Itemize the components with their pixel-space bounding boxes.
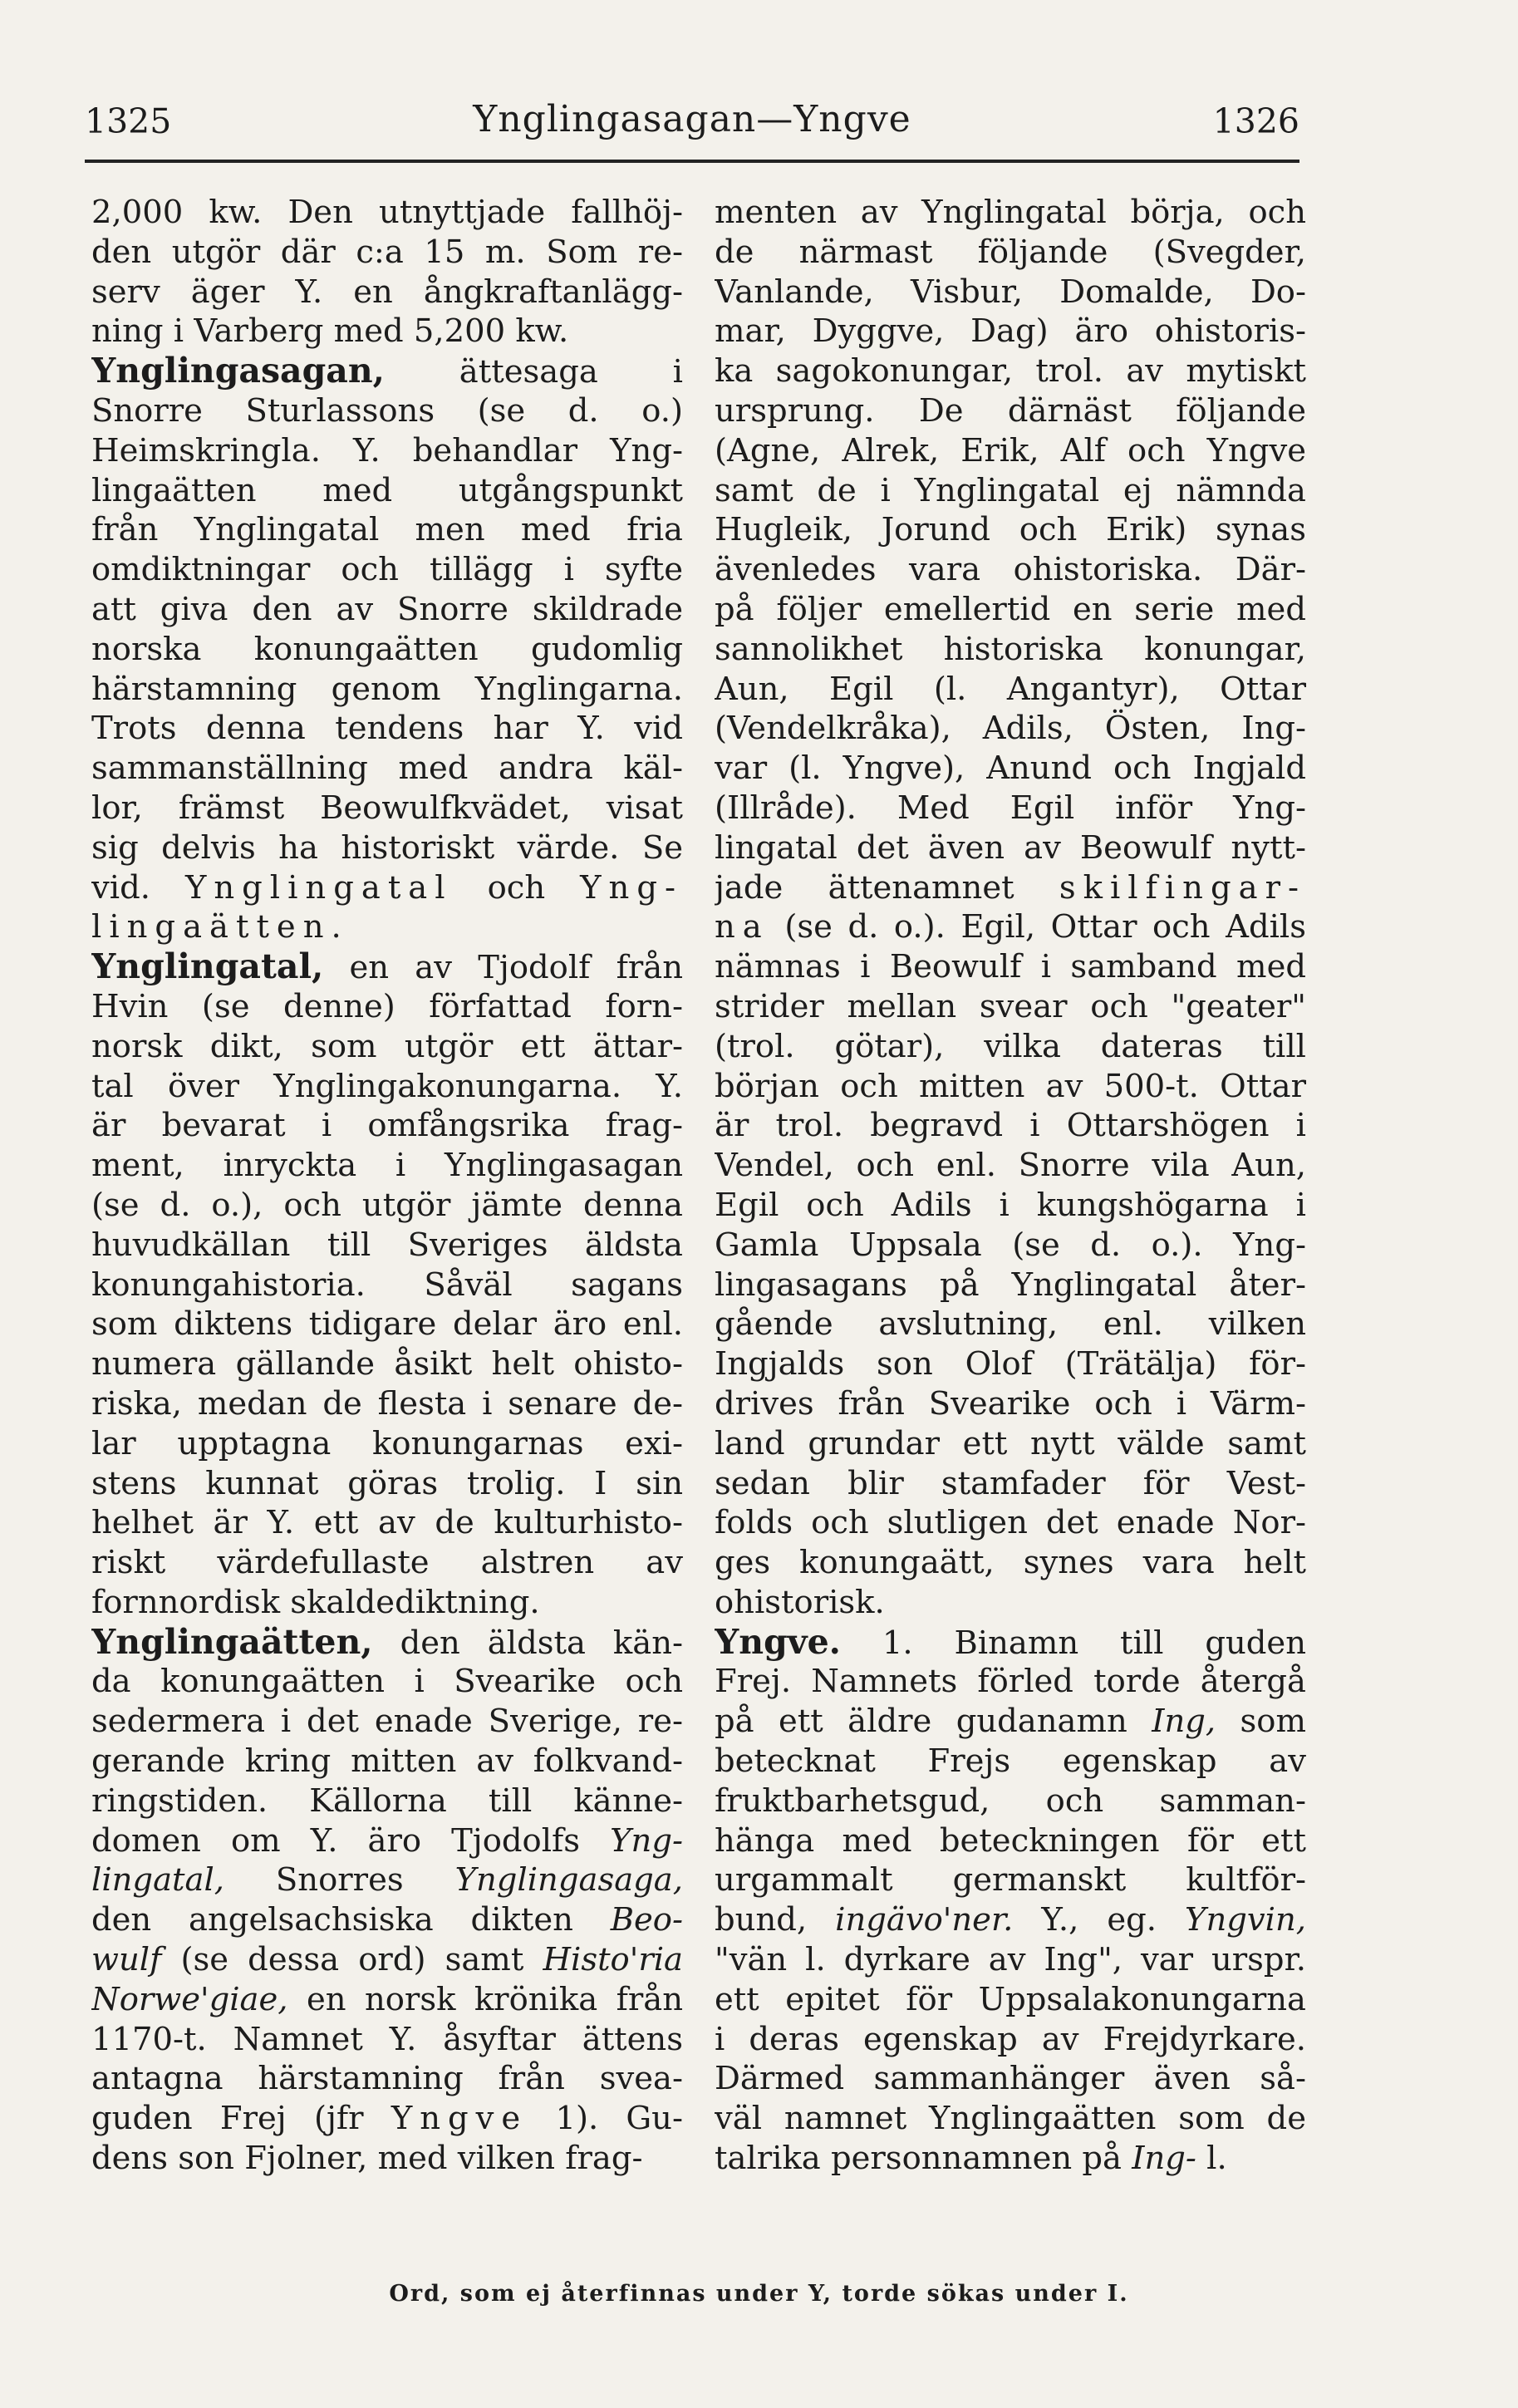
text-line: (Illråde). Med Egil inför Yng-: [715, 789, 1306, 827]
text-line: gående avslutning, enl. vilken: [715, 1305, 1306, 1344]
text-line: land grundar ett nytt välde samt: [715, 1424, 1306, 1462]
text-line: Aun, Egil (l. Angantyr), Ottar: [715, 670, 1306, 708]
text-line: wulf (se dessa ord) samt Histo'ria: [91, 1941, 683, 1979]
text-line: ävenledes vara ohistoriska. Där-: [715, 551, 1306, 589]
text-line: folds och slutligen det enade Nor-: [715, 1504, 1306, 1542]
text-line: sammanställning med andra käl-: [91, 749, 683, 788]
text-line: ohistorisk.: [715, 1583, 885, 1621]
text-line: fornnordisk skaldediktning.: [91, 1583, 540, 1621]
text-line: lingasagans på Ynglingatal åter-: [715, 1265, 1306, 1304]
text-line: Frej. Namnets förled torde återgå: [715, 1663, 1306, 1701]
running-head: Ynglingasagan—Yngve: [473, 98, 911, 140]
text-line: samt de i Ynglingatal ej nämnda: [715, 471, 1306, 509]
text-line: serv äger Y. en ångkraftanlägg-: [91, 273, 683, 311]
text-line: den angelsachsiska dikten Beo-: [91, 1901, 683, 1939]
text-line: mar, Dyggve, Dag) äro ohistoris-: [715, 312, 1306, 351]
text-line: Trots denna tendens har Y. vid: [91, 710, 683, 748]
text-line: domen om Y. äro Tjodolfs Yng-: [91, 1821, 683, 1860]
text-line: da konungaätten i Svearike och: [91, 1663, 683, 1701]
text-line: ringstiden. Källorna till känne-: [91, 1781, 683, 1820]
footer-note: Ord, som ej återfinnas under Y, torde sökas under I.: [389, 2281, 1129, 2307]
text-line: dens son Fjolner, med vilken frag-: [91, 2140, 643, 2178]
text-line: (trol. götar), vilka dateras till: [715, 1027, 1306, 1065]
text-line: guden Frej (jfr Yngve 1). Gu-: [91, 2100, 683, 2138]
text-line: (Vendelkråka), Adils, Östen, Ing-: [715, 710, 1306, 748]
text-line: huvudkällan till Sveriges äldsta: [91, 1226, 683, 1264]
text-line: (Agne, Alrek, Erik, Alf och Yngve: [715, 431, 1306, 469]
text-line: ges konungaätt, synes vara helt: [715, 1544, 1306, 1582]
text-line: hänga med beteckningen för ett: [715, 1821, 1306, 1860]
text-line: sig delvis ha historiskt värde. Se: [91, 828, 683, 867]
text-line: på ett äldre gudanamn Ing, som: [715, 1703, 1306, 1741]
text-line: (se d. o.), och utgör jämte denna: [91, 1186, 683, 1224]
text-line: riskt värdefullaste alstren av: [91, 1544, 683, 1582]
text-line: härstamning genom Ynglingarna.: [91, 670, 683, 708]
text-line: lingatal, Snorres Ynglingasaga,: [91, 1861, 683, 1899]
text-line: "vän l. dyrkare av Ing", var urspr.: [715, 1941, 1306, 1979]
text-line: de närmast följande (Svegder,: [715, 233, 1306, 271]
text-line: numera gällande åsikt helt ohisto-: [91, 1345, 683, 1383]
text-line: ursprung. De därnäst följande: [715, 391, 1306, 430]
text-line: Ingjalds son Olof (Trätälja) för-: [715, 1345, 1306, 1383]
text-line: Vanlande, Visbur, Domalde, Do-: [715, 273, 1306, 311]
text-line: norska konungaätten gudomlig: [91, 630, 683, 668]
text-line: är trol. begravd i Ottarshögen i: [715, 1107, 1306, 1145]
text-line: ment, inryckta i Ynglingasagan: [91, 1147, 683, 1185]
text-line: Ynglingaätten, den äldsta kän-: [91, 1622, 683, 1662]
text-line: helhet är Y. ett av de kulturhisto-: [91, 1504, 683, 1542]
text-line: lingaätten med utgångspunkt: [91, 471, 683, 509]
right-page-number: 1326: [1212, 101, 1299, 141]
text-line: jade ättenamnet skilfingar-: [715, 868, 1306, 907]
text-line: talrika personnamnen på Ing- l.: [715, 2140, 1227, 2178]
text-line: från Ynglingatal men med fria: [91, 511, 683, 549]
text-line: norsk dikt, som utgör ett ättar-: [91, 1027, 683, 1065]
text-line: fruktbarhetsgud, och samman-: [715, 1781, 1306, 1820]
page-header: [85, 93, 1299, 163]
text-line: nämnas i Beowulf i samband med: [715, 948, 1306, 986]
text-line: 1170-t. Namnet Y. åsyftar ättens: [91, 2020, 683, 2058]
text-line: sannolikhet historiska konungar,: [715, 630, 1306, 668]
text-line: början och mitten av 500-t. Ottar: [715, 1067, 1306, 1105]
text-line: Ynglingasagan, ättesaga i: [91, 351, 683, 391]
text-line: bund, ingävo'ner. Y., eg. Yngvin,: [715, 1901, 1306, 1939]
text-line: vid. Ynglingatal och Yng-: [91, 868, 683, 907]
text-line: Hugleik, Jorund och Erik) synas: [715, 511, 1306, 549]
text-line: var (l. Yngve), Anund och Ingjald: [715, 749, 1306, 788]
text-line: Vendel, och enl. Snorre vila Aun,: [715, 1147, 1306, 1185]
text-line: på följer emellertid en serie med: [715, 590, 1306, 628]
text-line: att giva den av Snorre skildrade: [91, 590, 683, 628]
text-line: i deras egenskap av Frejdyrkare.: [715, 2020, 1306, 2058]
text-line: sedermera i det enade Sverige, re-: [91, 1703, 683, 1741]
text-line: na (se d. o.). Egil, Ottar och Adils: [715, 908, 1306, 946]
text-line: betecknat Frejs egenskap av: [715, 1742, 1306, 1781]
text-line: Ynglingatal, en av Tjodolf från: [91, 947, 683, 987]
text-line: tal över Ynglingakonungarna. Y.: [91, 1067, 683, 1105]
text-line: lar upptagna konungarnas exi-: [91, 1424, 683, 1462]
text-line: omdiktningar och tillägg i syfte: [91, 551, 683, 589]
text-line: väl namnet Ynglingaätten som de: [715, 2100, 1306, 2138]
text-line: riska, medan de flesta i senare de-: [91, 1384, 683, 1423]
text-line: antagna härstamning från svea-: [91, 2060, 683, 2098]
text-line: menten av Ynglingatal börja, och: [715, 194, 1306, 231]
text-line: Norwe'giae, en norsk krönika från: [91, 1980, 683, 2018]
text-line: Hvin (se denne) författad forn-: [91, 987, 683, 1025]
text-line: ning i Varberg med 5,200 kw.: [91, 312, 569, 351]
text-line: den utgör där c:a 15 m. Som re-: [91, 233, 683, 271]
text-line: Heimskringla. Y. behandlar Yng-: [91, 431, 683, 469]
right-column: [715, 193, 1306, 2179]
text-line: lor, främst Beowulfkvädet, visat: [91, 789, 683, 827]
text-line: ka sagokonungar, trol. av mytiskt: [715, 352, 1306, 391]
text-line: konungahistoria. Såväl sagans: [91, 1265, 683, 1304]
text-line: urgammalt germanskt kultför-: [715, 1861, 1306, 1899]
text-line: Därmed sammanhänger även så-: [715, 2060, 1306, 2098]
text-line: strider mellan svear och "geater": [715, 987, 1306, 1025]
text-line: 2,000 kw. Den utnyttjade fallhöj-: [91, 194, 683, 231]
text-line: som diktens tidigare delar äro enl.: [91, 1305, 683, 1344]
text-line: Yngve. 1. Binamn till guden: [715, 1622, 1306, 1662]
text-line: Gamla Uppsala (se d. o.). Yng-: [715, 1226, 1306, 1264]
left-column: [91, 193, 683, 2179]
text-line: är bevarat i omfångsrika frag-: [91, 1107, 683, 1145]
text-line: sedan blir stamfader för Vest-: [715, 1464, 1306, 1502]
text-line: lingatal det även av Beowulf nytt-: [715, 828, 1306, 867]
left-page-number: 1325: [85, 101, 172, 141]
text-line: Snorre Sturlassons (se d. o.): [91, 391, 683, 430]
text-line: ett epitet för Uppsalakonungarna: [715, 1980, 1306, 2018]
text-line: lingaätten.: [91, 908, 349, 946]
text-line: stens kunnat göras trolig. I sin: [91, 1464, 683, 1502]
text-line: drives från Svearike och i Värm-: [715, 1384, 1306, 1423]
text-line: gerande kring mitten av folkvand-: [91, 1742, 683, 1781]
text-line: Egil och Adils i kungshögarna i: [715, 1186, 1306, 1224]
